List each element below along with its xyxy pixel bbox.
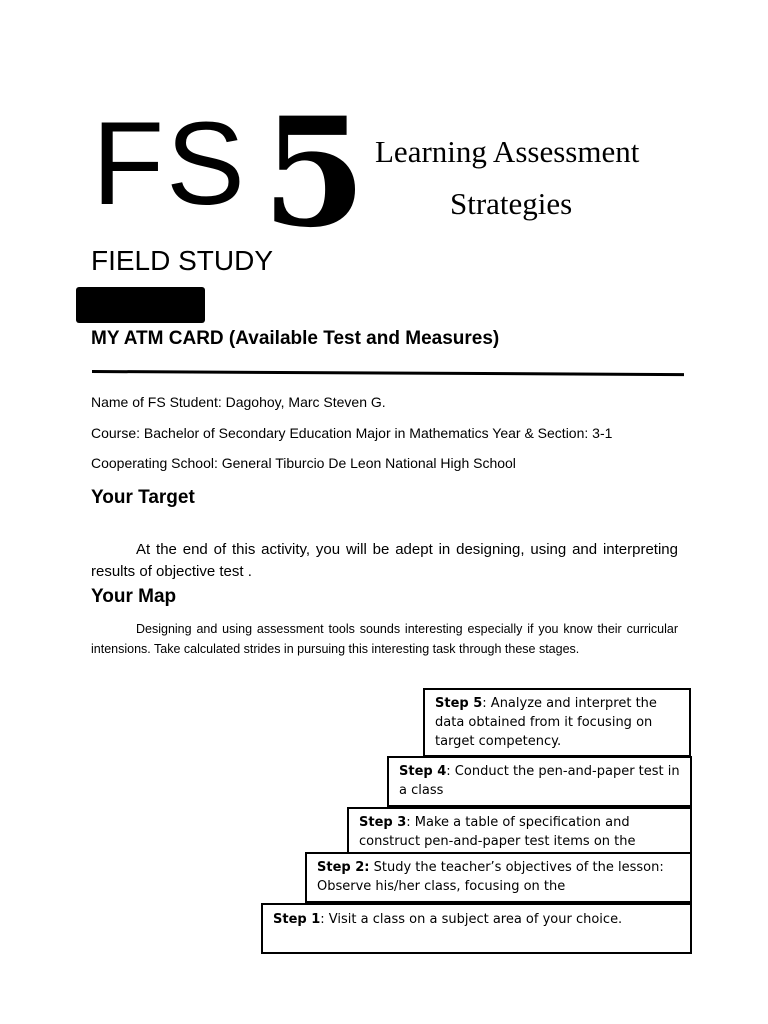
fs-prefix: FS <box>92 98 247 230</box>
step-1-box <box>261 903 692 954</box>
map-text: Designing and using assessment tools sounds interesting especially if you know their curricular intensions. Take calculated strides in pursuing this interesting task through these stages. <box>91 622 678 656</box>
card-title: MY ATM CARD (Available Test and Measures) <box>91 328 500 349</box>
step-4-sep: : <box>446 764 451 779</box>
step-3-label: Step 3 <box>359 815 407 830</box>
field-study-text: FIELD STUDY <box>91 245 274 276</box>
step-5-label: Step 5 <box>435 696 483 711</box>
target-text: At the end of this activity, you will be adept in designing, using and interpreting results of objective test . <box>91 541 678 580</box>
step-4-box <box>387 756 692 807</box>
page-title-line1: Learning Assessment <box>375 134 640 169</box>
target-heading: Your Target <box>91 487 195 508</box>
step-5-sep: : <box>482 696 487 711</box>
step-1-text: Visit a class on a subject area of your choice. <box>324 912 623 927</box>
step-1-sep: : <box>320 912 325 927</box>
page-title-line2: Strategies <box>450 186 573 221</box>
cooperating-school: Cooperating School: General Tiburcio De Leon National High School <box>91 455 516 471</box>
step-1-label: Step 1 <box>273 912 321 927</box>
step-5-box <box>423 688 691 757</box>
step-2-box <box>305 852 692 903</box>
student-name: Name of FS Student: Dagohoy, Marc Steven G. <box>91 394 386 410</box>
student-course: Course: Bachelor of Secondary Education Major in Mathematics Year & Section: 3-1 <box>91 425 613 441</box>
step-3-sep: : <box>406 815 411 830</box>
step-3-box <box>347 807 692 854</box>
field-study-label <box>91 243 274 279</box>
step-5-text: Analyze and interpret the data obtained from it focusing on target competency. <box>435 696 657 749</box>
step-4-text: Conduct the pen-and-paper test in a class <box>399 764 680 798</box>
fs-number: 5 <box>262 85 367 261</box>
step-3-text: Make a table of specification and construct pen-and-paper test items on the <box>359 815 636 849</box>
divider-line <box>92 370 684 376</box>
step-4-label: Step 4 <box>399 764 447 779</box>
step-2-text: Study the teacher’s objectives of the lesson: Observe his/her class, focusing on the <box>317 860 664 894</box>
redaction-bar <box>76 287 205 323</box>
step-2-label: Step 2: <box>317 860 370 875</box>
map-heading: Your Map <box>91 586 177 607</box>
